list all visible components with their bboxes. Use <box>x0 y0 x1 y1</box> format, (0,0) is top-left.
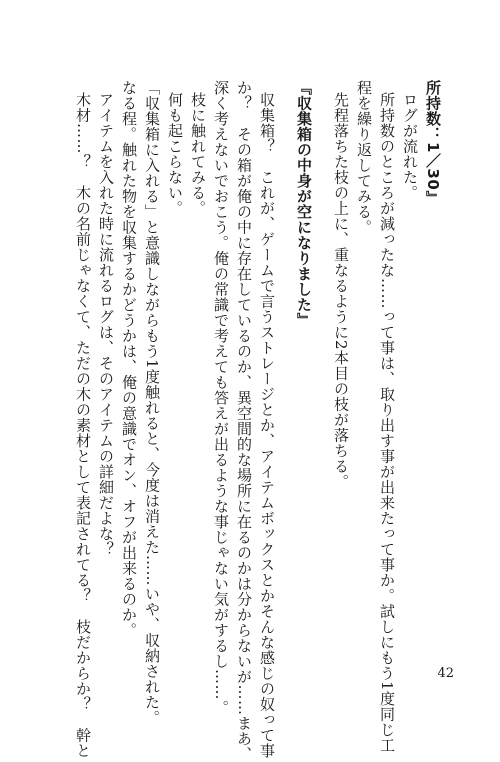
text-line: アイテムを入れた時に流れるログは、そのアイテムの詳細だよな？ <box>97 92 115 557</box>
line-spacer <box>278 80 292 660</box>
text-line: 所持数のところが減ったな……って事は、取り出す事が出来たって事か。試しにもう1度同じ工 <box>378 92 396 754</box>
text-line: 深く考えないでおこう。俺の常識で考えても答えが出るような事じゃない気がするし……。 <box>212 80 230 716</box>
text-line: なる程。触れた物を収集するかどうかは、俺の意識でオン、オフが出来るのか。 <box>120 80 138 638</box>
text-line: ログが流れた。 <box>401 92 419 201</box>
line-spacer <box>315 80 329 660</box>
status-line: 所持数：1／30』 <box>424 80 442 206</box>
text-line: か？ その箱が俺の中に存在しているのか、異空間的な場所に在るのかは分からないが……まあ、 <box>235 80 253 762</box>
text-line: 枝に触れてみる。 <box>189 92 207 216</box>
text-line: 先程落ちた枝の上に、重なるように2本目の枝が落ちる。 <box>332 92 350 490</box>
text-line: 程を繰り返してみる。 <box>355 80 373 235</box>
system-message-line: 『収集箱の中身が空になりました』 <box>295 80 313 328</box>
text-line: 木材……？ 木の名前じゃなくて、ただの木の素材として表記されてる？ 枝だからか？ 幹と <box>74 92 92 759</box>
text-line: 何も起こらない。 <box>166 92 184 216</box>
vertical-text-body <box>71 80 444 762</box>
text-line: 収集箱？ これが、ゲームで言うストレージとか、アイテムボックスとかそんな感じの奴って事 <box>258 92 276 759</box>
text-line: 「収集箱に入れる」と意識しながらもう1度触れると、今度は消えた……いや、収納された。 <box>143 80 161 726</box>
page-number: 42 <box>437 666 454 681</box>
